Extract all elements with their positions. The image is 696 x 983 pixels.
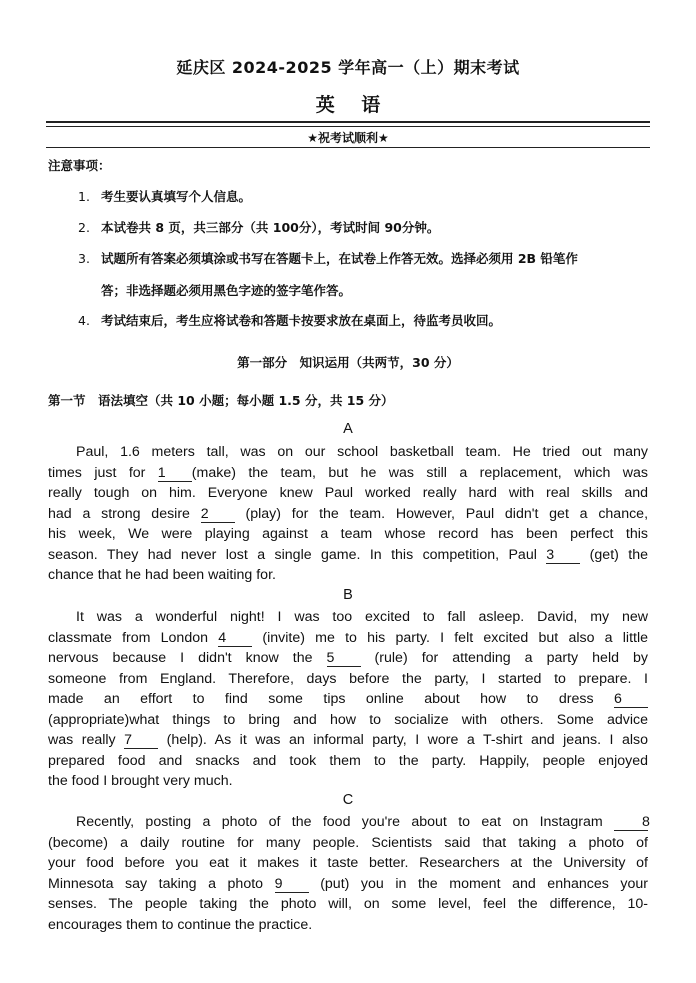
notice-item-text: 本试卷共 8 页，共三部分（共 100分），考试时间 90分钟。 <box>101 220 440 235</box>
answer-blank[interactable]: 5 <box>327 651 361 667</box>
passage-line <box>48 463 648 484</box>
passage-line <box>48 730 648 751</box>
passage-b <box>48 607 648 792</box>
passage-line <box>48 483 648 504</box>
passage-line <box>48 689 648 710</box>
notice-item-number: 3. <box>78 251 90 266</box>
passage-a <box>48 442 648 586</box>
answer-blank[interactable]: 6 <box>614 692 648 708</box>
passage-text: (rule) for attending a party held by <box>360 650 648 666</box>
passage-text: (invite) me to his party. I felt excited but also a little <box>252 629 648 646</box>
passage-text: nervous because I didn't know the <box>48 650 327 666</box>
passage-line <box>48 812 648 833</box>
notice-item <box>78 181 650 212</box>
notice-item-number: 1. <box>78 189 90 204</box>
passage-text: times just for <box>48 464 158 481</box>
notice-item-text: 考试结束后，考生应将试卷和答题卡按要求放在桌面上，待监考员收回。 <box>101 313 502 328</box>
passage-text: chance that he had been waiting for. <box>48 567 276 583</box>
answer-blank[interactable]: 7 <box>124 733 158 749</box>
passage-line <box>48 669 648 690</box>
passage-line <box>48 648 648 669</box>
passage-text: Paul, 1.6 meters tall, was on our school basketball team. He tried out many <box>76 444 648 460</box>
passage-line <box>48 771 648 792</box>
part-heading: 第一部分 知识运用（共两节，30 分） <box>237 355 459 370</box>
header-divider-thin <box>46 126 650 127</box>
notice-item-continuation: 答；非选择题必须用黑色字迹的签字笔作答。 <box>101 283 352 298</box>
passage-text: Minnesota say taking a photo <box>48 875 275 892</box>
passage-text: someone from England. Therefore, days before the party, I started to prepare. I <box>48 670 648 687</box>
passage-letter: B <box>343 587 353 603</box>
answer-blank[interactable]: 8 <box>614 815 648 831</box>
notice-item <box>78 243 650 274</box>
passage-letter: C <box>342 792 354 808</box>
passage-text: (play) for the team. However, Paul didn't get a chance, <box>234 505 649 522</box>
passage-text: (appropriate)what things to bring and how to socialize with others. Some advice <box>48 711 648 728</box>
notice-item <box>78 212 650 243</box>
passage-text: season. They had never lost a single game. In this competition, Paul <box>48 546 547 563</box>
passage-line <box>48 628 648 649</box>
answer-blank[interactable]: 1 <box>158 466 192 482</box>
banner-divider <box>46 147 650 148</box>
passage-line <box>48 833 648 854</box>
passage-text: (make) the team, but he was still a replacement, which was <box>191 464 648 481</box>
passage-line <box>48 915 648 936</box>
passage-line <box>48 565 648 586</box>
passage-text: (get) the <box>580 546 648 563</box>
passage-text: was really <box>48 732 125 748</box>
passage-line <box>48 607 648 628</box>
passage-text: It was a wonderful night! I was too excited to fall asleep. David, my new <box>76 609 648 625</box>
answer-blank[interactable]: 2 <box>201 507 235 523</box>
passage-text: had a strong desire <box>48 505 201 522</box>
answer-blank[interactable]: 9 <box>275 877 309 893</box>
passage-text: your food before you eat it makes it taste better. Researchers at the University of <box>48 855 648 871</box>
notice-item-number: 4. <box>78 313 90 328</box>
passage-text: Recently, posting a photo of the food you're about to eat on Instagram <box>76 814 614 830</box>
exam-title: 延庆区 2024-2025 学年高一（上）期末考试 <box>176 58 520 77</box>
passage-text: encourages them to continue the practice. <box>48 916 313 933</box>
passage-line <box>48 874 648 895</box>
passage-line <box>48 442 648 463</box>
passage-text: prepared food and snacks and took them to the party. Happily, people enjoyed <box>48 752 648 769</box>
subject-title: 英 语 <box>315 94 391 116</box>
section-heading: 第一节 语法填空（共 10 小题；每小题 1.5 分，共 15 分） <box>48 393 394 408</box>
passage-text: the food I brought very much. <box>48 773 233 789</box>
good-luck-banner: ★祝考试顺利★ <box>307 131 389 145</box>
passage-line <box>48 853 648 874</box>
passage-line <box>48 545 648 566</box>
passage-line <box>48 894 648 915</box>
passage-text: his week, We were playing against a team whose record has been perfect this <box>48 526 648 542</box>
answer-blank[interactable]: 4 <box>218 631 252 647</box>
passage-text: (help). As it was an informal party, I wore a T-shirt and jeans. I also <box>158 732 648 748</box>
passage-text: (become) a daily routine for many people. Scientists said that taking a photo of <box>48 834 648 851</box>
notice-item <box>78 305 650 336</box>
passage-line <box>48 524 648 545</box>
passage-text: made an effort to find some tips online about how to dress <box>48 691 614 707</box>
passage-line <box>48 710 648 731</box>
header-divider-thick <box>46 121 650 123</box>
passage-letter: A <box>343 421 353 437</box>
passage-text: senses. The people taking the photo will, on some level, feel the difference, 10- <box>48 896 648 912</box>
answer-blank[interactable]: 3 <box>546 548 580 564</box>
notice-item-text: 考生要认真填写个人信息。 <box>101 189 252 204</box>
notice-item-number: 2. <box>78 220 90 235</box>
passage-line <box>48 751 648 772</box>
notice-item-text: 试题所有答案必须填涂或书写在答题卡上，在试卷上作答无效。选择必须用 2B 铅笔作 <box>101 251 578 266</box>
notice-heading: 注意事项： <box>48 158 111 173</box>
passage-text: really tough on him. Everyone knew Paul worked really hard with real skills and <box>48 485 648 501</box>
passage-c <box>48 812 648 935</box>
passage-text: (put) you in the moment and enhances your <box>308 875 649 892</box>
passage-line <box>48 504 648 525</box>
passage-text: classmate from London <box>48 629 219 646</box>
